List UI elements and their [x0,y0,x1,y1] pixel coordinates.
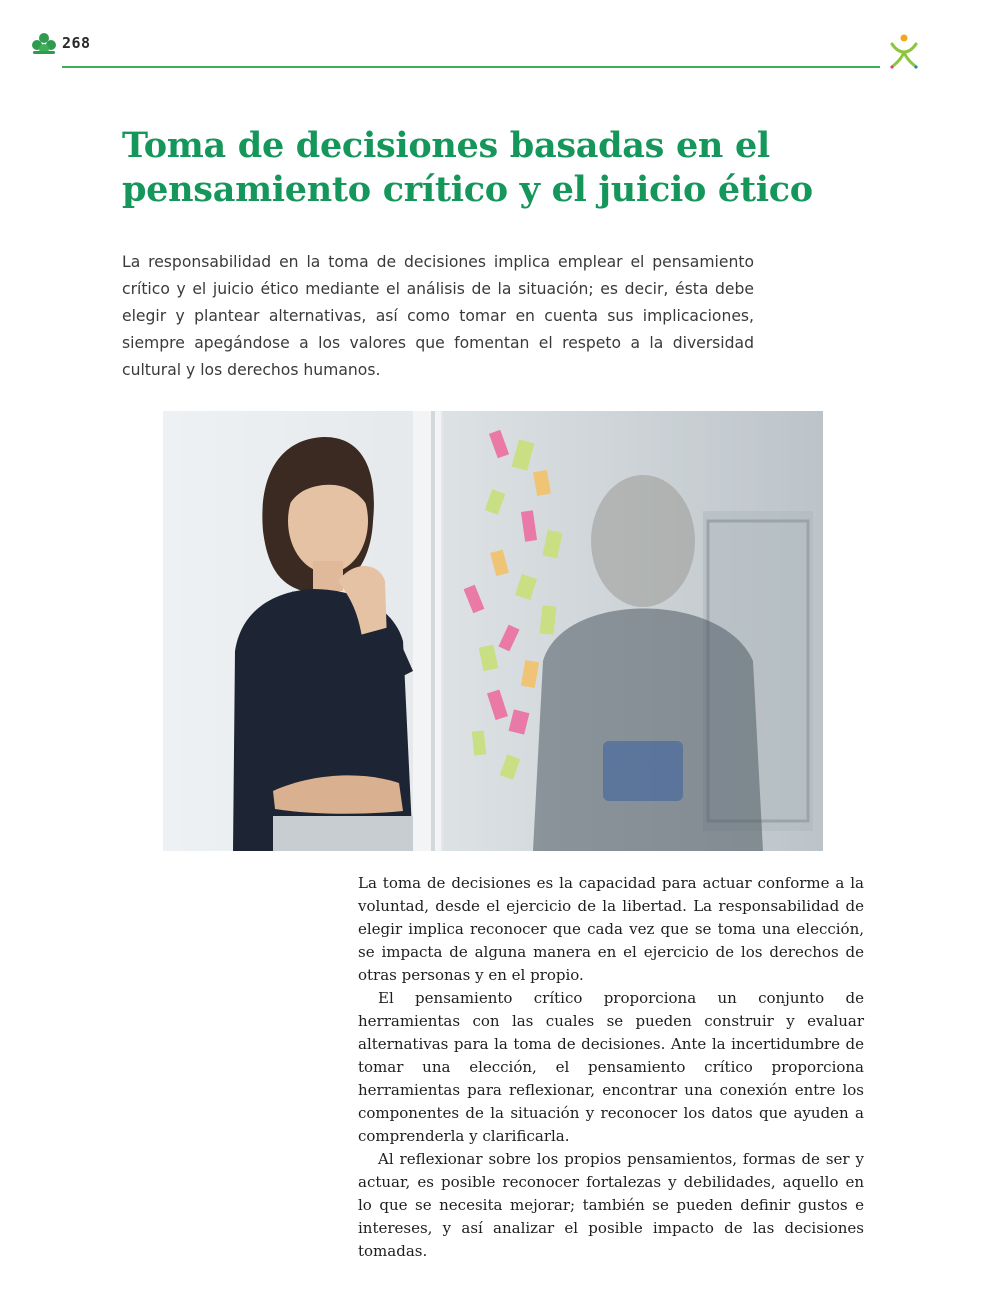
green-cluster-logo-icon [30,32,58,56]
woman-thinking-photo [163,411,823,851]
body-paragraph: La toma de decisiones es la capacidad para actuar conforme a la voluntad, desde el ejercicio de la libertad. La responsabilidad de elegir implica reconocer que cada vez que se toma una elección, se impacta de alguna manera en el ejercicio de los derechos de otras personas y en el propio. [358,874,864,984]
sprout-figure-emblem-icon [884,32,924,72]
body-text [358,872,864,1263]
page-number: 268 [62,34,91,52]
intro-paragraph: La responsabilidad en la toma de decisiones implica emplear el pensamiento crítico y el juicio ético mediante el análisis de la situación; es decir, ésta debe elegir y plantear alternativas, así como tomar en cuenta sus implicaciones, siempre apegándose a los valores que fomentan el respeto a la diversidad cultural y los derechos humanos. [122,253,754,379]
header-divider [62,66,880,68]
body-paragraph: El pensamiento crítico proporciona un conjunto de herramientas con las cuales se pueden construir y evaluar alternativas para la toma de decisiones. Ante la incertidumbre de tomar una elección, el pensamiento crítico proporciona herramientas para reflexionar, encontrar una conexión entre los componentes de la situación y reconocer los datos que ayuden a comprenderla y clarificarla. [358,989,864,1145]
page-header [0,0,986,80]
page-title: Toma de decisiones basadas en el pensamiento crítico y el juicio ético [122,125,813,210]
body-paragraph: Al reflexionar sobre los propios pensamientos, formas de ser y actuar, es posible reconocer fortalezas y debilidades, aquello en lo que se necesita mejorar; también se pueden definir gustos e intereses, y así analizar el posible impacto de las decisiones tomadas. [358,1150,864,1260]
